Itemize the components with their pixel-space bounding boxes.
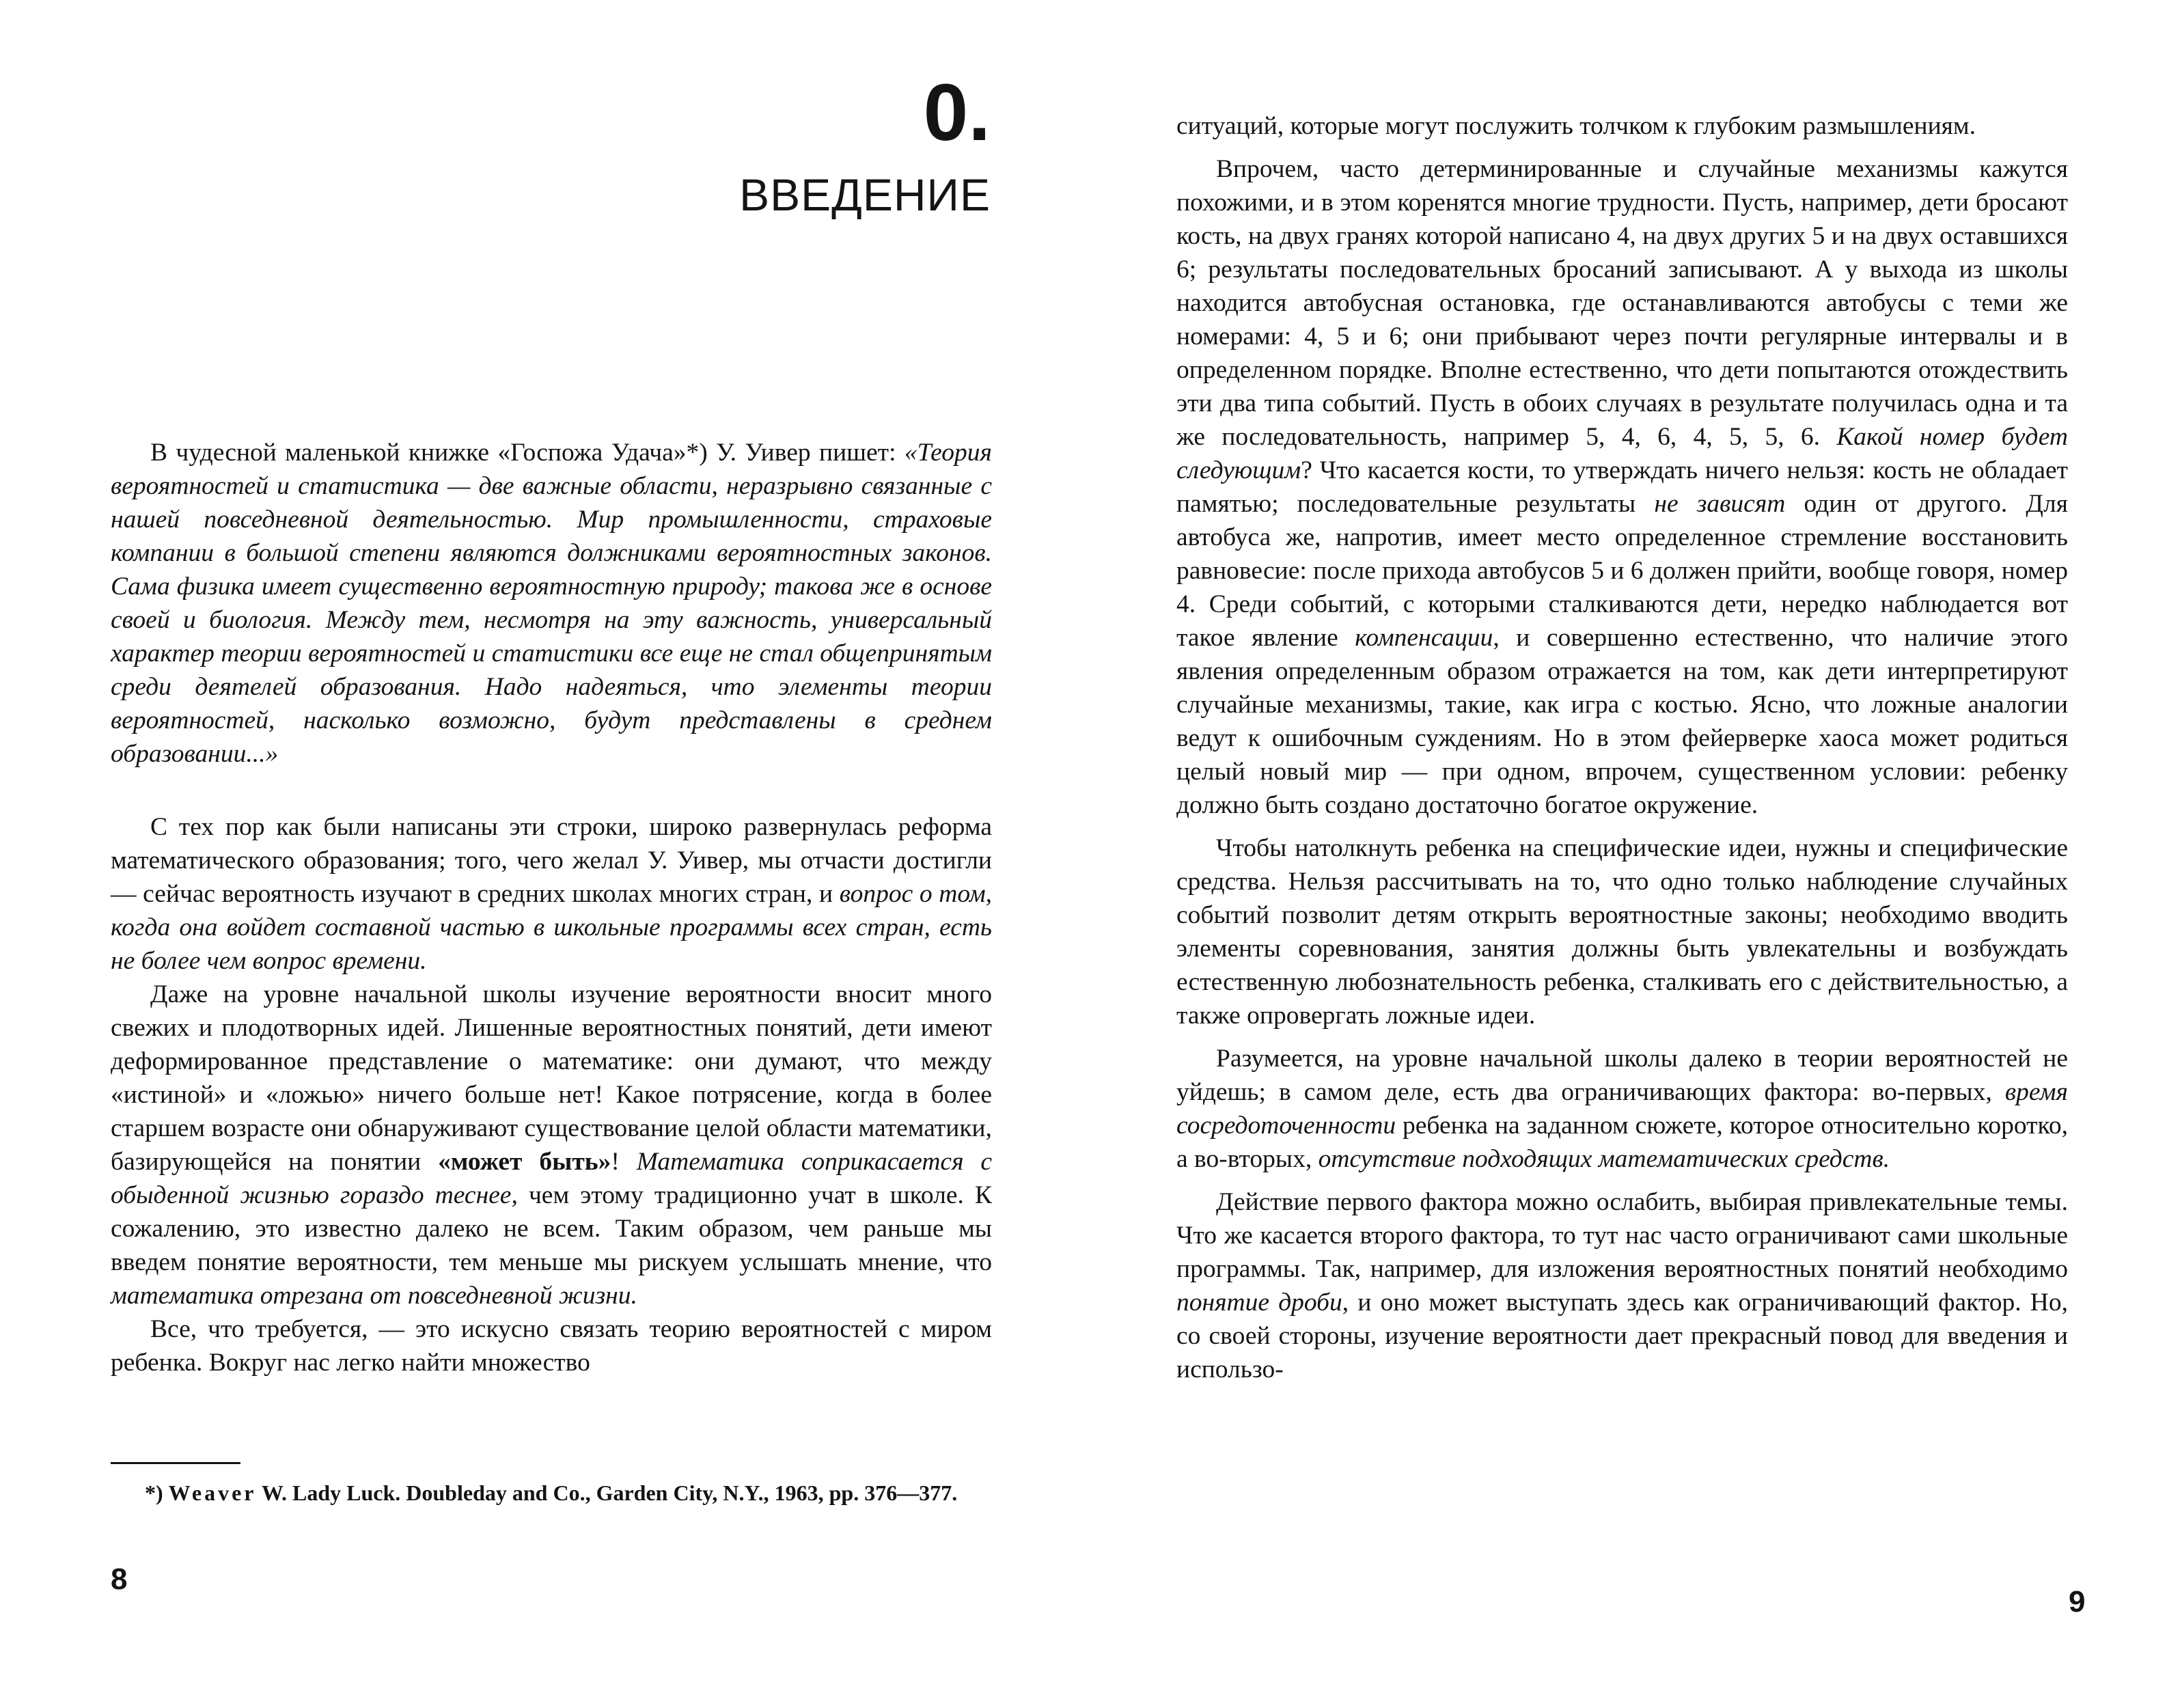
paragraph-dice-bus: Впрочем, часто детерминированные и случайные механизмы кажутся похожими, и в этом коренятся многие трудности. Пусть, например, дети бросают кость, на двух гранях которой написано 4, на двух других 5 и на двух оставшихся 6; результаты последовательных бросаний записывают. А у выхода из школы находится автобусная остановка, где останавливаются автобусы с теми же номерами: 4, 5 и 6; они прибывают через почти регулярные интервалы и в определенном порядке. Вполне естественно, что дети попытаются отождествить эти два типа событий. Пусть в обоих случаях в результате получилась одна и та же последовательность, например 5, 4, 6, 4, 5, 5, 6. Какой номер будет следующим? Что касается кости, то утверждать ничего нельзя: кость не обладает памятью; последовательные результаты не зависят один от другого. Для автобуса же, напротив, имеет место определенное стремление восстановить равновесие: после прихода автобусов 5 и 6 должен прийти, вообще говоря, номер 4. Среди событий, с которыми сталкиваются дети, нередко наблюдается вот такое явление компенсации, и совершенно естественно, что наличие этого явления определенным образом отражается на том, как дети интерпретируют случайные механизмы, такие, как игра с костью. Ясно, что ложные аналогии ведут к ошибочным суждениям. Но в этом фейерверке хаоса может родиться целый новый мир — при одном, впрочем, существенном условии: ребенку должно быть создано достаточно богатое окружение. (1176, 155, 2069, 819)
paragraph-epigraph: В чудесной маленькой книжке «Госпожа Удача»*) У. Уивер пишет: «Теория вероятностей и статистика — две важные области, неразрывно связанные с нашей повседневной деятельностью. Мир промышленности, страховые компании в большой степени являются должниками вероятностных законов. Сама физика имеет существенно вероятностную природу; такова же в основе своей и биология. Между тем, несмотря на эту важность, универсальный характер теории вероятностей и статистики все еще не стал общепринятым среди деятелей образования. Надо надеяться, что элементы теории вероятностей, насколько возможно, будут представлены в среднем образовании...» (111, 439, 992, 768)
paragraph-primary-school: Даже на уровне начальной школы изучение вероятности вносит много свежих и плодотворных идей. Лишенные вероятностных понятий, дети имеют деформированное представление о математике: они думают, что между «истиной» и «ложью» ничего больше нет! Какое потрясение, когда в более старшем возрасте они обнаруживают существование целой области математики, базирующейся на понятии «может быть»! Математика соприкасается с обыденной жизнью гораздо теснее, чем этому традиционно учат в школе. К сожалению, это известно далеко не всем. Таким образом, чем раньше мы введем понятие вероятности, тем меньше мы рискуем услышать мнение, что математика отрезана от повседневной жизни. (111, 980, 993, 1310)
footnote: *) Weaver W. Lady Luck. Doubleday and Co., Garden City, N.Y., 1963, pp. 376—377. (145, 1480, 958, 1505)
left-page (0, 0, 1066, 1708)
page-number: 9 (2069, 1585, 2086, 1619)
right-page (1084, 0, 2167, 1708)
footnote-divider (111, 1462, 240, 1464)
chapter-title: ВВЕДЕНИЕ (739, 169, 991, 220)
paragraph-specific-means: Чтобы натолкнуть ребенка на специфические идеи, нужны и специфические средства. Нельзя рассчитывать на то, что одно только наблюдение случайных событий позволит детям открыть вероятностные законы; необходимо вводить элементы соревнования, занятия должны быть увлекательны и возбуждать естественную любознательность ребенка, сталкивать его с действительностью, а также опровергать ложные идеи. (1176, 834, 2068, 1030)
paragraph-continuation: ситуаций, которые могут послужить толчком к глубоким размышлениям. (1176, 112, 1976, 140)
paragraph-reform: С тех пор как были написаны эти строки, широко развернулась реформа математического образования; того, чего желал У. Уивер, мы отчасти достигли — сейчас вероятность изучают в средних школах многих стран, и вопрос о том, когда она войдет составной частью в школьные программы всех стран, есть не более чем вопрос времени. (111, 813, 993, 975)
paragraph-child-world: Все, что требуется, — это искусно связать теорию вероятностей с миром ребенка. Вокруг нас легко найти множество (111, 1315, 992, 1377)
paragraph-first-factor: Действие первого фактора можно ослабить, выбирая привлекательные темы. Что же касается второго фактора, то тут нас часто ограничивают сами школьные программы. Так, например, для изложения вероятностных понятий необходимо понятие дроби, и оно может выступать здесь как ограничивающий фактор. Но, со своей стороны, изучение вероятности дает прекрасный повод для введения и использо- (1176, 1188, 2068, 1383)
paragraph-limiting-factors: Разумеется, на уровне начальной школы далеко в теории вероятностей не уйдешь; в самом деле, есть два ограничивающих фактора: во-первых, время сосредоточенности ребенка на заданном сюжете, которое относительно коротко, а во-вторых, отсутствие подходящих математических средств. (1176, 1045, 2068, 1173)
quote-italic: «Теория вероятностей и статистика — две важные области, неразрывно связанные с нашей повседневной деятельностью. Мир промышленности, страховые компании в большой степени являются должниками вероятностных законов. Сама физика имеет существенно вероятностную природу; такова же в основе своей и биология. Между тем, несмотря на эту важность, универсальный характер теории вероятностей и статистики все еще не стал общепринятым среди деятелей образования. Надо надеяться, что элементы теории вероятностей, насколько возможно, будут представлены в среднем образовании...» (111, 439, 992, 768)
page-number: 8 (111, 1562, 128, 1596)
chapter-number: 0. (923, 68, 991, 158)
left-body-text (111, 436, 992, 1379)
right-body-text (1176, 109, 2068, 1386)
